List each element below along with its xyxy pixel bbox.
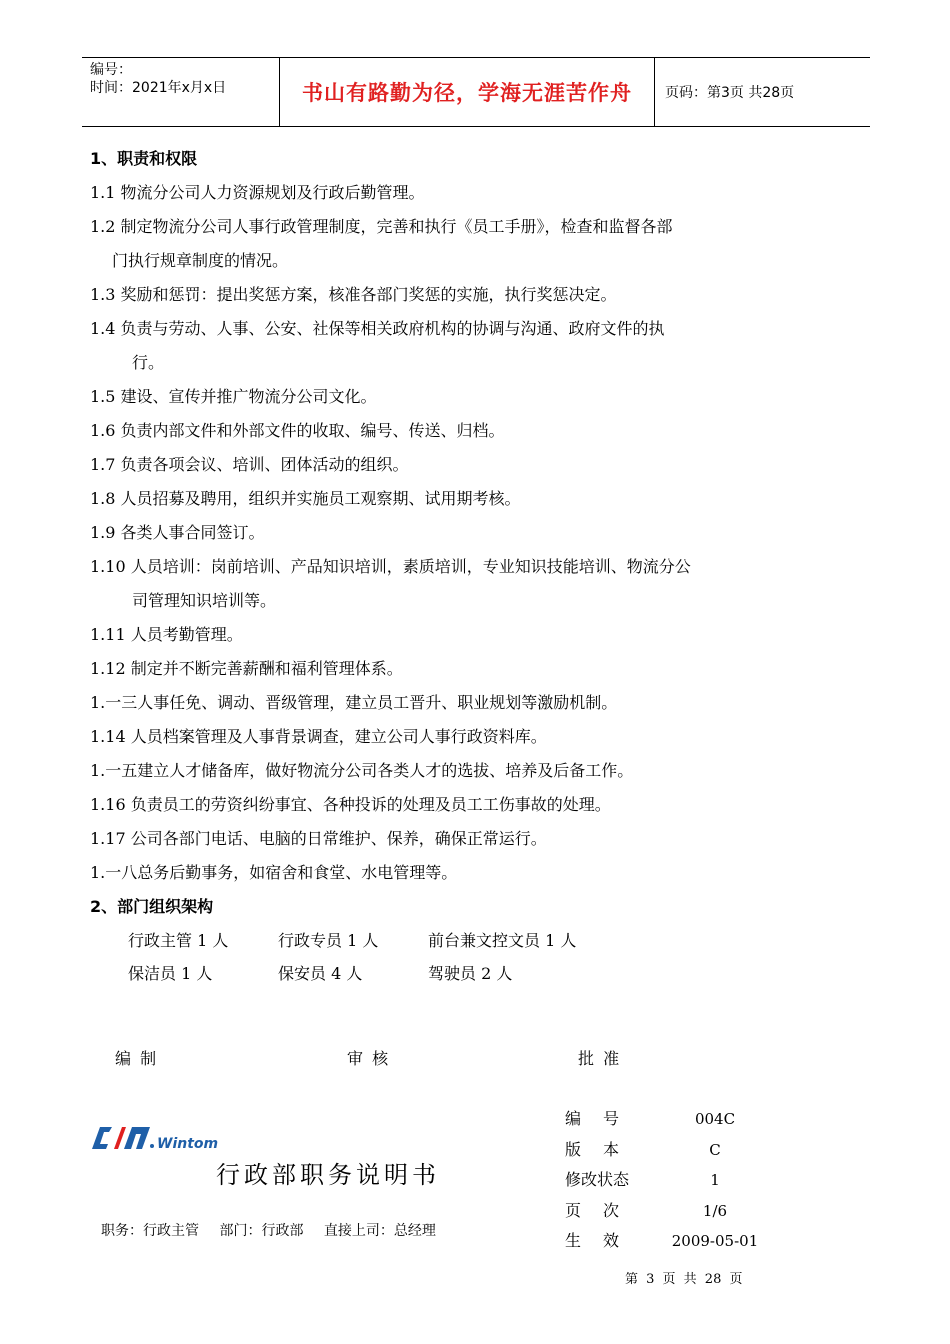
responsibility-text: 1.10 人员培训：岗前培训、产品知识培训，素质培训，专业知识技能培训、物流分公 <box>90 557 691 576</box>
responsibility-text: 1.12 制定并不断完善薪酬和福利管理体系。 <box>90 659 403 678</box>
responsibility-text: 1.9 各类人事合同签订。 <box>90 523 265 542</box>
responsibility-text-continued: 门执行规章制度的情况。 <box>112 251 289 270</box>
responsibility-text-continued: 司管理知识培训等。 <box>132 591 277 610</box>
section-title-responsibilities: 1、职责和权限 <box>90 149 198 168</box>
org-cell: 驾驶员 2 人 <box>428 964 513 983</box>
meta-row <box>565 1226 785 1257</box>
responsibility-text: 1.14 人员档案管理及人事背景调查，建立公司人事行政资料库。 <box>90 727 547 746</box>
org-cell: 行政主管 1 人 <box>128 931 229 950</box>
responsibility-item <box>90 856 810 890</box>
job-position: 职务：行政主管 <box>101 1223 199 1239</box>
org-cell: 保安员 4 人 <box>278 964 363 983</box>
header-meta-cell <box>82 58 280 126</box>
org-row <box>128 924 810 957</box>
responsibility-text: 1.4 负责与劳动、人事、公安、社保等相关政府机构的协调与沟通、政府文件的执 <box>90 319 665 338</box>
responsibility-item <box>90 686 810 720</box>
signature-review: 审 核 <box>347 1049 391 1068</box>
org-row <box>128 957 810 990</box>
section-title-org-structure: 2、部门组织架构 <box>90 897 214 916</box>
meta-value: C <box>709 1140 721 1159</box>
responsibility-item <box>90 754 810 788</box>
header-time-label: 时间：2021年x月x日 <box>90 80 227 96</box>
header-table <box>82 57 870 127</box>
responsibility-text: 1.7 负责各项会议、培训、团体活动的组织。 <box>90 455 409 474</box>
responsibility-item <box>90 482 810 516</box>
page-footer: 第 3 页 共 28 页 <box>625 1272 743 1287</box>
document-body <box>90 142 810 990</box>
responsibility-item <box>90 516 810 550</box>
job-info-line <box>101 1220 452 1240</box>
responsibility-text: 1.8 人员招募及聘用，组织并实施员工观察期、试用期考核。 <box>90 489 521 508</box>
responsibility-text: 1.1 物流分公司人力资源规划及行政后勤管理。 <box>90 183 425 202</box>
responsibility-list <box>90 176 810 890</box>
responsibility-text: 1.2 制定物流分公司人事行政管理制度，完善和执行《员工手册》，检查和监督各部 <box>90 217 673 236</box>
meta-key: 修改状态 <box>565 1170 630 1189</box>
responsibility-text: 1.5 建设、宣传并推广物流分公司文化。 <box>90 387 377 406</box>
meta-row <box>565 1196 785 1227</box>
responsibility-item <box>90 652 810 686</box>
header-motto: 书山有路勤为径，学海无涯苦作舟 <box>280 58 655 126</box>
responsibility-item <box>90 720 810 754</box>
responsibility-text: 1.17 公司各部门电话、电脑的日常维护、保养，确保正常运行。 <box>90 829 547 848</box>
meta-row <box>565 1165 785 1196</box>
responsibility-item <box>90 176 810 210</box>
document-meta-table <box>565 1104 785 1257</box>
responsibility-item <box>90 278 810 312</box>
header-number-label: 编号： <box>90 62 132 78</box>
responsibility-item <box>90 550 810 618</box>
responsibility-text: 1.16 负责员工的劳资纠纷事宜、各种投诉的处理及员工工伤事故的处理。 <box>90 795 611 814</box>
meta-key: 版 本 <box>565 1139 623 1159</box>
responsibility-item <box>90 380 810 414</box>
company-logo <box>88 1122 238 1154</box>
responsibility-text: 1.一八总务后勤事务，如宿舍和食堂、水电管理等。 <box>90 863 458 882</box>
signature-prepare: 编 制 <box>115 1049 159 1068</box>
document-title: 行政部职务说明书 <box>216 1161 440 1189</box>
responsibility-item <box>90 312 810 380</box>
signature-approve: 批 准 <box>578 1049 622 1068</box>
responsibility-text: 1.11 人员考勤管理。 <box>90 625 243 644</box>
org-cell: 行政专员 1 人 <box>278 931 379 950</box>
meta-value: 004C <box>694 1110 736 1128</box>
header-page-info: 页码：第3页 共28页 <box>665 85 795 101</box>
meta-key: 编 号 <box>565 1109 623 1128</box>
responsibility-text-continued: 行。 <box>132 353 165 372</box>
meta-key: 生 效 <box>565 1231 623 1250</box>
responsibility-text: 1.3 奖励和惩罚：提出奖惩方案，核准各部门奖惩的实施，执行奖惩决定。 <box>90 285 617 304</box>
responsibility-item <box>90 210 810 278</box>
company-logo-text: Wintom <box>157 1136 219 1152</box>
org-cell: 前台兼文控文员 1 人 <box>428 931 577 950</box>
org-cell: 保洁员 1 人 <box>128 964 213 983</box>
responsibility-item <box>90 788 810 822</box>
responsibility-item <box>90 448 810 482</box>
responsibility-item <box>90 822 810 856</box>
meta-value: 2009-05-01 <box>671 1232 759 1250</box>
meta-row <box>565 1135 785 1166</box>
responsibility-item <box>90 618 810 652</box>
responsibility-item <box>90 414 810 448</box>
responsibility-text: 1.6 负责内部文件和外部文件的收取、编号、传送、归档。 <box>90 421 505 440</box>
responsibility-text: 1.一五建立人才储备库，做好物流分公司各类人才的选拔、培养及后备工作。 <box>90 761 634 780</box>
responsibility-text: 1.一三人事任免、调动、晋级管理，建立员工晋升、职业规划等激励机制。 <box>90 693 618 712</box>
job-department: 部门：行政部 <box>219 1223 304 1239</box>
org-structure <box>90 924 810 990</box>
meta-key: 页 次 <box>565 1200 623 1220</box>
meta-row <box>565 1104 785 1135</box>
meta-value: 1/6 <box>702 1201 728 1220</box>
meta-value: 1 <box>710 1171 720 1189</box>
job-superior: 直接上司：总经理 <box>323 1223 436 1239</box>
